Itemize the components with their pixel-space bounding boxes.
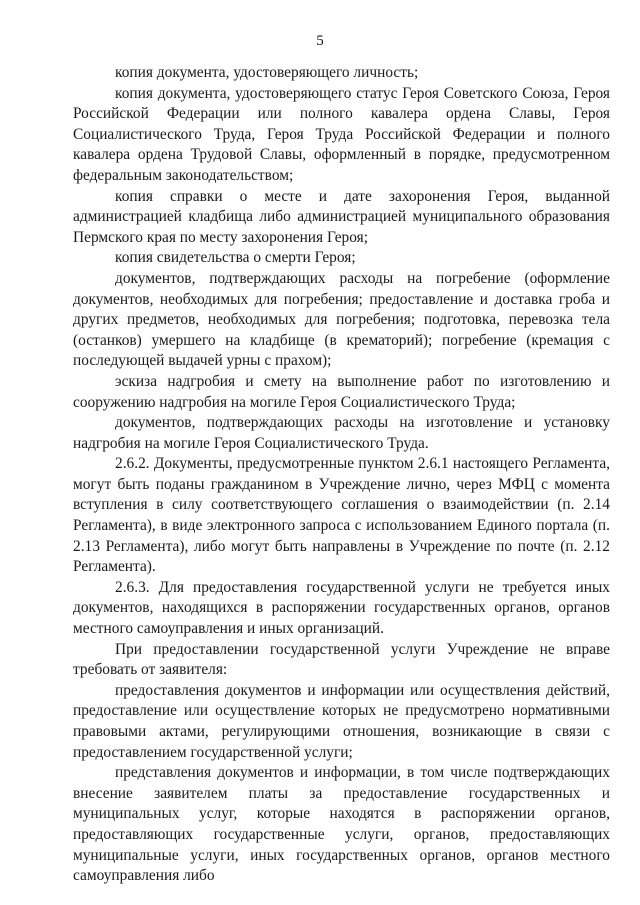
paragraph-2-6-3: 2.6.3. Для предоставления государственной услуги не требуется иных документов, находящихся в распоряжении государственных органов, органов местного самоуправления и иных организаций. <box>73 578 610 638</box>
paragraph-2-6-2: 2.6.2. Документы, предусмотренные пунктом 2.6.1 настоящего Регламента, могут быть поданы гражданином в Учреждение лично, через МФЦ с момента вступления в силу соответствующего соглашения о взаимодействии (п. 2.14 Регламента), в виде электронного запроса с использованием Единого портала (п. 2.13 Регламента), либо могут быть направлены в Учреждение по почте (п. 2.12 Регламента). <box>73 455 610 576</box>
paragraph-prohibited-documents-actions: предоставления документов и информации или осуществления действий, предоставление или осуществление которых не предусмотрено нормативными правовыми актами, регулирующими отношения, возникающие в связи с предоставлением государственной услуги; <box>73 681 610 761</box>
paragraph-tombstone-sketch-estimate: эскиза надгробия и смету на выполнение работ по изготовлению и сооружению надгробия на могиле Героя Социалистического Труда; <box>73 372 610 411</box>
paragraph-burial-certificate-copy: копия справки о месте и дате захоронения Героя, выданной администрацией кладбища либо администрацией муниципального образования Пермского края по месту захоронения Героя; <box>73 187 610 246</box>
paragraph-tombstone-expense-documents: документов, подтверждающих расходы на изготовление и установку надгробия на могиле Героя Социалистического Труда. <box>73 414 610 452</box>
paragraph-death-certificate-copy: копия свидетельства о смерти Героя; <box>115 249 356 267</box>
page-number: 5 <box>316 33 324 49</box>
paragraph-prohibited-documents-in-possession: представления документов и информации, в том числе подтверждающих внесение заявителем платы за предоставление государственных и муниципальных услуг, которые находятся в распоряжении органов, предоставляющих государственные услуги, органов, предоставляющих муниципальные услуги, иных государственных органов, органов местного самоуправления либо <box>73 764 610 885</box>
paragraph-funeral-expense-documents: документов, подтверждающих расходы на погребение (оформление документов, необходимых для погребения; предоставление и доставка гроба и других предметов, необходимых для погребения; подготовка, перевозка тела (останков) умершего на кладбище (в крематорий); погребение (кремация с последующей выдачей урны с прахом); <box>73 269 610 370</box>
paragraph-hero-status-document-copy: копия документа, удостоверяющего статус Героя Советского Союза, Героя Российской Федерации или полного кавалера ордена Славы, Героя Социалистического Труда, Героя Труда Российской Федерации и полного кавалера ордена Трудовой Славы, оформленный в порядке, предусмотренном федеральным законодательством; <box>73 84 610 184</box>
paragraph-prohibited-requirements-intro: При предоставлении государственной услуги Учреждение не вправе требовать от заявителя: <box>73 640 610 679</box>
paragraph-identity-document-copy: копия документа, удостоверяющего личность; <box>115 64 419 81</box>
document-body <box>73 63 610 887</box>
